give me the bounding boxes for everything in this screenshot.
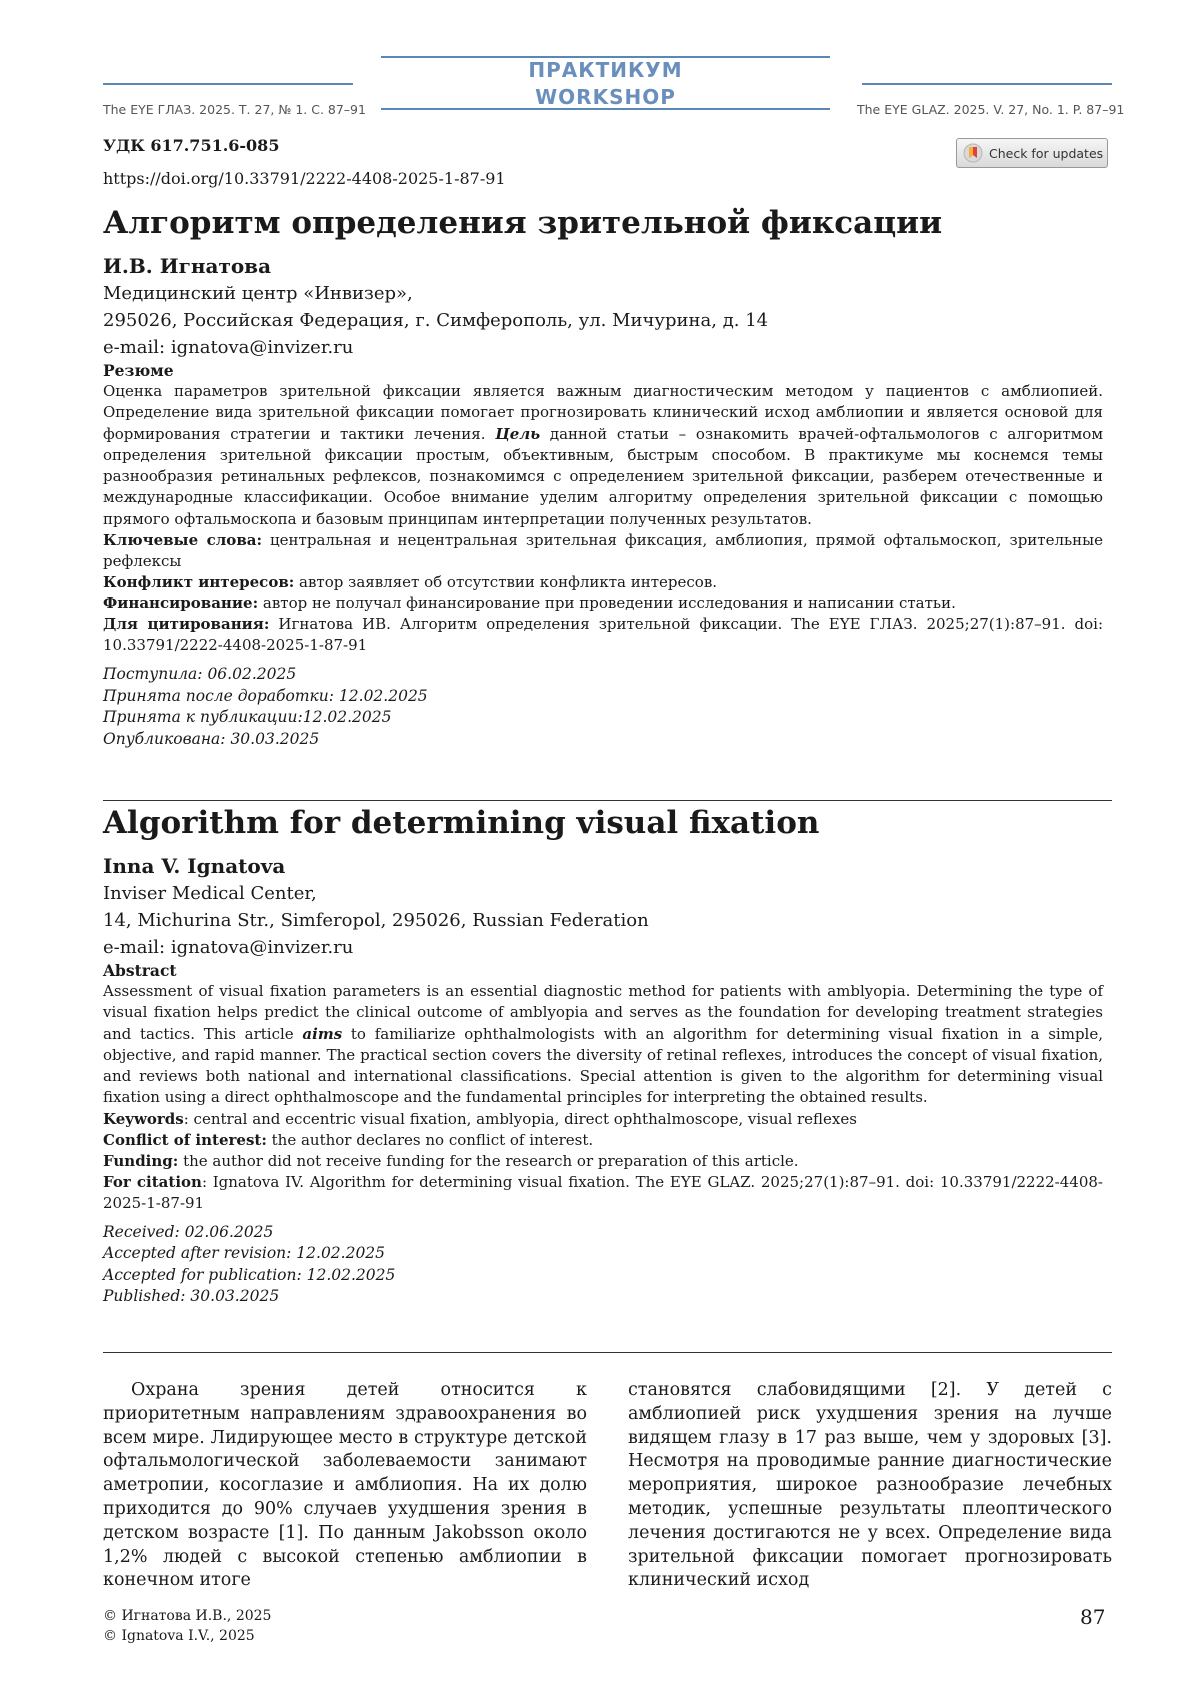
body-paragraph-2: становятся слабовидящими [2]. У детей с амблиопией риск ухудшения зрения на лучше видящем глазу в 17 раз выше, чем у здоровых [3]. Несмотря на проводимые ранние диагностические мероприятия, широкое разнообразие лечебных методик, успешные результаты плеоптического лечения достигаются не у всех. Определение вида зрительной фиксации помогает прогнозировать клинический исход (628, 1380, 1112, 1591)
en-funding: Funding: the author did not receive funding for the research or preparation of this article. (103, 1151, 799, 1170)
body-paragraph-1: Охрана зрения детей относится к приоритетным направлениям здравоохранения во всем мире. Лидирующее место в структуре детской офтальмологической заболеваемости занимают аметропии, косоглазие и амблиопия. На их долю приходится до 90% случаев ухудшения зрения в детском возрасте [1]. По данным Jakobsson около 1,2% людей с высокой степенью амблиопии в конечном итоге (103, 1380, 587, 1591)
section-title (381, 57, 830, 111)
en-accepted: Accepted for publication: 12.02.2025 (103, 1265, 396, 1284)
ru-email: e-mail: ignatova@invizer.ru (103, 337, 354, 358)
en-affiliation-2: 14, Michurina Str., Simferopol, 295026, Russian Federation (103, 910, 649, 931)
en-abstract: Assessment of visual fixation parameters is an essential diagnostic method for patients with amblyopia. Determining the type of visual fixation helps predict the clinical outcome of amblyopia and serves as the foundation for developing treatment strategies and tactics. This article aims to familiarize ophthalmologists with an algorithm for determining visual fixation in a simple, objective, and rapid manner. The practical section covers the diversity of retinal reflexes, introduces the concept of visual fixation, and reviews both national and international classifications. Special attention is given to the algorithm for determining visual fixation using a direct ophthalmoscope and the fundamental principles for interpreting the obtained results. (103, 982, 1103, 1107)
ru-author: И.В. Игнатова (103, 254, 272, 278)
doi-link[interactable]: https://doi.org/10.33791/2222-4408-2025-1-87-91 (103, 169, 506, 188)
body-column-right (628, 1379, 1112, 1593)
en-affiliation-1: Inviser Medical Center, (103, 883, 317, 904)
ru-accepted: Принята к публикации:12.02.2025 (103, 708, 392, 727)
udk-code: УДК 617.751.6-085 (103, 136, 280, 155)
en-block (103, 804, 1103, 1308)
ru-abstract-aim: Цель (495, 424, 541, 443)
ru-published: Опубликована: 30.03.2025 (103, 729, 320, 748)
copyright (103, 1606, 271, 1646)
ru-abstract: Оценка параметров зрительной фиксации является важным диагностическим методом у пациентов с амблиопией. Определение вида зрительной фиксации помогает прогнозировать клинический исход амблиопии и является основой для формирования стратегии и тактики лечения. Цель данной статьи – ознакомить врачей-офтальмологов с алгоритмом определения зрительной фиксации простым, объективным, быстрым способом. В практикуме мы коснемся темы разнообразия ретинальных рефлексов, познакомимся с определением зрительной фиксации, разберем отечественные и международные классификации. Особое внимание уделим алгоритму определения зрительной фиксации с помощью прямого офтальмоскопа и базовым принципам интерпретации полученных результатов. (103, 382, 1104, 528)
ru-citation: Для цитирования: Игнатова ИВ. Алгоритм определения зрительной фиксации. The EYE ГЛАЗ. 2025;27(1):87–91. doi: 10.33791/2222-4408-2025-1-87-91 (103, 615, 1103, 655)
en-title: Algorithm for determining visual fixation (103, 805, 820, 841)
en-received: Received: 02.06.2025 (103, 1222, 274, 1241)
en-revised: Accepted after revision: 12.02.2025 (103, 1244, 386, 1263)
ru-keywords: Ключевые слова: центральная и нецентральная зрительная фиксация, амблиопия, прямой офтальмоскоп, зрительные рефлексы (103, 531, 1103, 571)
header-rule-right-top (862, 83, 1112, 85)
body-divider (103, 1352, 1112, 1353)
ru-received: Поступила: 06.02.2025 (103, 665, 297, 684)
en-author: Inna V. Ignatova (103, 854, 286, 878)
section-title-ru: ПРАКТИКУМ (528, 58, 683, 82)
ru-abstract-label: Резюме (103, 361, 174, 380)
journal-ref-ru: The EYE ГЛАЗ. 2025. Т. 27, № 1. С. 87–91 (103, 102, 366, 117)
en-abstract-label: Abstract (103, 961, 177, 980)
en-citation: For citation: Ignatova IV. Algorithm for determining visual fixation. The EYE GLAZ. 2025;27(1):87–91. doi: 10.33791/2222-4408-2025-1-87-91 (103, 1172, 1103, 1212)
copyright-en: © Ignatova I.V., 2025 (103, 1628, 255, 1644)
en-dates (103, 1222, 1103, 1308)
en-abstract-aim: aims (302, 1024, 343, 1043)
ru-dates (103, 664, 1103, 750)
section-title-en: WORKSHOP (535, 85, 676, 109)
ru-title: Алгоритм определения зрительной фиксации (103, 205, 943, 241)
copyright-ru: © Игнатова И.В., 2025 (103, 1608, 272, 1624)
ru-conflict: Конфликт интересов: автор заявляет об отсутствии конфликта интересов. (103, 573, 718, 592)
ru-affiliation-2: 295026, Российская Федерация, г. Симферополь, ул. Мичурина, д. 14 (103, 310, 769, 331)
header-rule-left-top (103, 83, 353, 85)
section-divider (103, 800, 1112, 801)
ru-block (103, 204, 1103, 750)
en-keywords: Keywords: central and eccentric visual fixation, amblyopia, direct ophthalmoscope, visual reflexes (103, 1109, 857, 1128)
en-email: e-mail: ignatova@invizer.ru (103, 937, 354, 958)
ru-funding: Финансирование: автор не получал финансирование при проведении исследования и написании статьи. (103, 594, 956, 613)
check-for-updates-button[interactable] (956, 138, 1108, 168)
crossmark-icon (963, 143, 983, 163)
en-published: Published: 30.03.2025 (103, 1287, 280, 1306)
body-column-left (103, 1379, 587, 1593)
en-conflict: Conflict of interest: the author declares no conflict of interest. (103, 1130, 594, 1149)
check-for-updates-label: Check for updates (989, 145, 1104, 161)
ru-revised: Принята после доработки: 12.02.2025 (103, 686, 428, 705)
ru-affiliation-1: Медицинский центр «Инвизер», (103, 283, 413, 304)
page-number: 87 (1080, 1605, 1106, 1629)
journal-ref-en: The EYE GLAZ. 2025. V. 27, No. 1. P. 87–91 (857, 102, 1125, 117)
